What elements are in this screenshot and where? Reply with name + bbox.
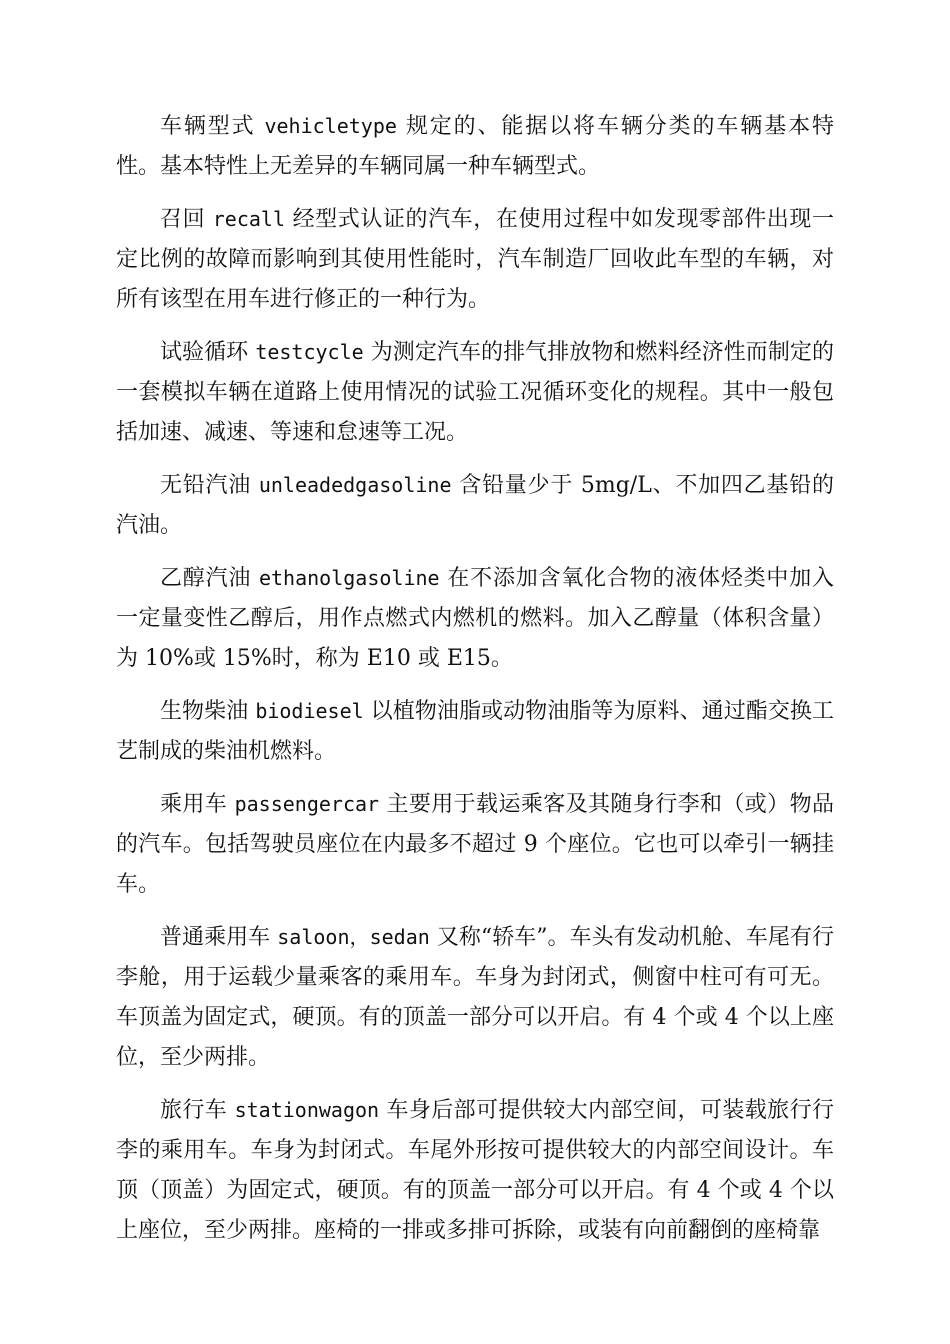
term-definition: 规定的、能据以将车辆分类的车辆基本特性。基本特性上无差异的车辆同属一种车辆型式。	[116, 114, 834, 179]
term-english: vehicletype	[264, 114, 397, 138]
term-english: ethanolgasoline	[258, 566, 440, 590]
term-english: recall	[212, 207, 285, 231]
document-page	[116, 106, 834, 1263]
definition-paragraph	[116, 465, 834, 546]
definition-paragraph	[116, 558, 834, 679]
term-definition: 含铅量少于 5mg/L、不加四乙基铅的汽油。	[116, 473, 834, 538]
term-chinese: 旅行车	[160, 1098, 228, 1123]
definition-paragraph	[116, 199, 834, 320]
term-definition: 经型式认证的汽车，在使用过程中如发现零部件出现一定比例的故障而影响到其使用性能时，汽车制造厂回收此车型的车辆，对所有该型在用车进行修正的一种行为。	[116, 207, 834, 312]
term-definition: 在不添加含氧化合物的液体烃类中加入一定量变性乙醇后，用作点燃式内燃机的燃料。加入乙醇量（体积含量）为 10%或 15%时，称为 E10 或 E15。	[116, 566, 834, 671]
term-chinese: 生物柴油	[160, 699, 249, 724]
term-chinese: 乙醇汽油	[160, 566, 252, 591]
term-definition: 车身后部可提供较大内部空间，可装载旅行行李的乘用车。车身为封闭式。车尾外形按可提供较大的内部空间设计。车顶（顶盖）为固定式，硬顶。有的顶盖一部分可以开启。有 4 个或 4 个以上座位，至少两排。座椅的一排或多排可拆除，或装有向前翻倒的座椅靠	[116, 1098, 834, 1243]
term-english: passengercar	[234, 792, 380, 816]
term-chinese: 试验循环	[160, 340, 249, 365]
definition-paragraph	[116, 332, 834, 453]
term-definition: 主要用于载运乘客及其随身行李和（或）物品的汽车。包括驾驶员座位在内最多不超过 9 个座位。它也可以牵引一辆挂车。	[116, 792, 834, 897]
term-chinese: 乘用车	[160, 792, 228, 817]
term-chinese: 车辆型式	[160, 114, 256, 139]
term-english: testcycle	[255, 340, 364, 364]
definition-paragraph	[116, 1090, 834, 1251]
definition-paragraph	[116, 691, 834, 772]
term-definition: 又称“轿车”。车头有发动机舱、车尾有行李舱，用于运载少量乘客的乘用车。车身为封闭式，侧窗中柱可有可无。车顶盖为固定式，硬顶。有的顶盖一部分可以开启。有 4 个或 4 个以上座位，至少两排。	[116, 925, 835, 1070]
term-english: biodiesel	[255, 699, 364, 723]
term-definition: 以植物油脂或动物油脂等为原料、通过酯交换工艺制成的柴油机燃料。	[116, 699, 834, 764]
definition-paragraph	[116, 784, 834, 905]
term-chinese: 召回	[160, 207, 206, 232]
term-chinese: 无铅汽油	[160, 473, 252, 498]
definition-paragraph	[116, 917, 834, 1078]
term-chinese: 普通乘用车	[160, 925, 271, 950]
term-english: stationwagon	[234, 1098, 380, 1122]
definition-paragraph	[116, 106, 834, 187]
term-definition: 为测定汽车的排气排放物和燃料经济性而制定的一套模拟车辆在道路上使用情况的试验工况循环变化的规程。其中一般包括加速、减速、等速和怠速等工况。	[116, 340, 834, 445]
term-english: unleadedgasoline	[258, 473, 452, 497]
term-english: saloon，sedan	[277, 925, 430, 949]
